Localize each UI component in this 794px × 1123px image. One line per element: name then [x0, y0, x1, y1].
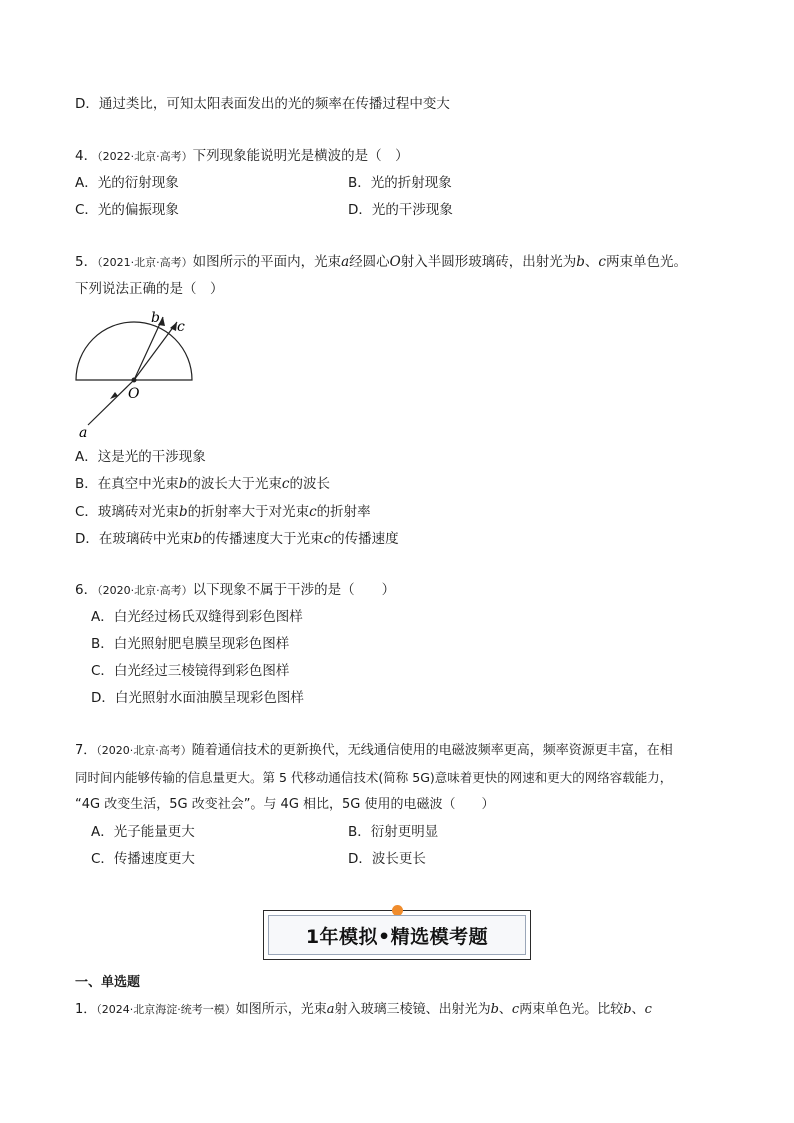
q5-stem [75, 252, 687, 273]
semicircle-block [76, 322, 192, 380]
q5-stem-text: 、 [584, 254, 599, 270]
var-b: b [178, 476, 188, 492]
var-c: c [309, 504, 317, 520]
q5-var-b: b [576, 254, 585, 270]
q4-option-d: D．光的干涉现象 [348, 202, 453, 218]
option-text: 的传播速度 [331, 531, 399, 547]
label-o: O [128, 386, 140, 402]
q5-stem-text: 如图所示的平面内，光束 [192, 254, 342, 270]
q4-option-c: C．光的偏振现象 [75, 202, 179, 218]
q6-option-b: B．白光照射肥皂膜呈现彩色图样 [91, 636, 290, 652]
m1-var-a: a [326, 1002, 335, 1017]
m1-stem-text: 如图所示，光束 [235, 1002, 327, 1017]
q5-source: （2021·北京·高考） [97, 256, 193, 269]
option-text: 的传播速度大于光束 [202, 531, 324, 547]
q5-number: 5． [75, 254, 98, 270]
var-b: b [178, 504, 188, 520]
m1-stem-text: 、 [631, 1002, 645, 1017]
beam-b [134, 317, 163, 380]
q7-source: （2020·北京·高考） [96, 744, 192, 757]
m1-stem [75, 1000, 652, 1020]
q5-figure [70, 305, 200, 445]
m1-source: （2024·北京海淀·统考一模） [96, 1003, 236, 1016]
beam-a-arrow [110, 392, 118, 399]
m1-var-c: c [644, 1002, 652, 1017]
m1-var-b: b [623, 1002, 632, 1017]
label-a: a [79, 425, 88, 441]
m1-number: 1． [75, 1002, 97, 1017]
m1-stem-text: 射入玻璃三棱镜、出射光为 [334, 1002, 491, 1017]
banner-title: 1年模拟•精选模考题 [268, 915, 526, 955]
var-b: b [193, 531, 203, 547]
q7-option-b: B．衍射更明显 [348, 824, 439, 840]
var-c: c [323, 531, 332, 547]
m1-stem-text: 、 [498, 1002, 512, 1017]
q5-stem-text: 射入半圆形玻璃砖，出射光为 [400, 254, 577, 270]
q7-stem-line2: 同时间内能够传输的信息量更大。第 5 代移动通信技术(简称 5G)意味着更快的网速和更大的网络容载能力， [75, 770, 673, 785]
q5-var-c: c [598, 254, 606, 270]
q6-option-a: A．白光经过杨氏双缝得到彩色图样 [91, 609, 303, 625]
q4-stem-text: 下列现象能说明光是横波的是（ ） [192, 148, 409, 164]
q6-option-d: D．白光照射水面油膜呈现彩色图样 [91, 690, 304, 706]
label-c: c [177, 319, 185, 335]
option-text: 的波长 [289, 476, 330, 492]
q4-number: 4． [75, 148, 98, 164]
q3-option-d: D．通过类比，可知太阳表面发出的光的频率在传播过程中变大 [75, 96, 450, 112]
q5-stem-line2: 下列说法正确的是（ ） [75, 281, 224, 297]
q7-stem-text: 随着通信技术的更新换代，无线通信使用的电磁波频率更高，频率资源更丰富，在相 [191, 743, 673, 758]
option-text: C．玻璃砖对光束 [75, 504, 179, 520]
q7-stem-line3: “4G 改变生活，5G 改变社会”。与 4G 相比，5G 使用的电磁波（ ） [75, 797, 495, 812]
m1-var-c: c [511, 1002, 520, 1017]
q4-stem [75, 146, 409, 167]
q6-number: 6． [75, 582, 98, 598]
q5-var-a: a [341, 254, 350, 270]
label-b: b [151, 310, 160, 326]
var-c: c [281, 476, 290, 492]
m1-var-b: b [490, 1002, 499, 1017]
q5-var-o: O [389, 254, 401, 270]
q6-stem-text: 以下现象不属于干涉的是（ ） [192, 582, 396, 598]
option-text: 的折射率 [316, 504, 371, 520]
q4-option-a: A．光的衍射现象 [75, 175, 179, 191]
q5-stem-text: 两束单色光。 [605, 254, 687, 270]
option-text: B．在真空中光束 [75, 476, 179, 492]
q5-option-d [75, 529, 399, 549]
q7-option-a: A．光子能量更大 [91, 824, 195, 840]
q6-source: （2020·北京·高考） [97, 584, 193, 597]
q7-stem-line1 [75, 741, 673, 761]
q6-stem [75, 580, 395, 601]
option-text: 的波长大于光束 [187, 476, 282, 492]
q4-source: （2022·北京·高考） [97, 150, 193, 163]
q7-option-c: C．传播速度更大 [91, 851, 195, 867]
q5-option-c [75, 502, 371, 522]
q5-option-b [75, 474, 330, 494]
beam-c [134, 322, 177, 380]
m1-stem-text: 两束单色光。比较 [519, 1002, 624, 1017]
option-text: D．在玻璃砖中光束 [75, 531, 194, 547]
q7-option-d: D．波长更长 [348, 851, 426, 867]
q6-option-c: C．白光经过三棱镜得到彩色图样 [91, 663, 290, 679]
option-text: 的折射率大于对光束 [187, 504, 310, 520]
center-point [132, 378, 137, 383]
q5-stem-text: 经圆心 [349, 254, 390, 270]
section-banner [263, 910, 531, 960]
section-heading: 一、单选题 [75, 975, 141, 990]
q5-option-a: A．这是光的干涉现象 [75, 449, 206, 465]
q4-option-b: B．光的折射现象 [348, 175, 452, 191]
q7-number: 7． [75, 743, 97, 758]
